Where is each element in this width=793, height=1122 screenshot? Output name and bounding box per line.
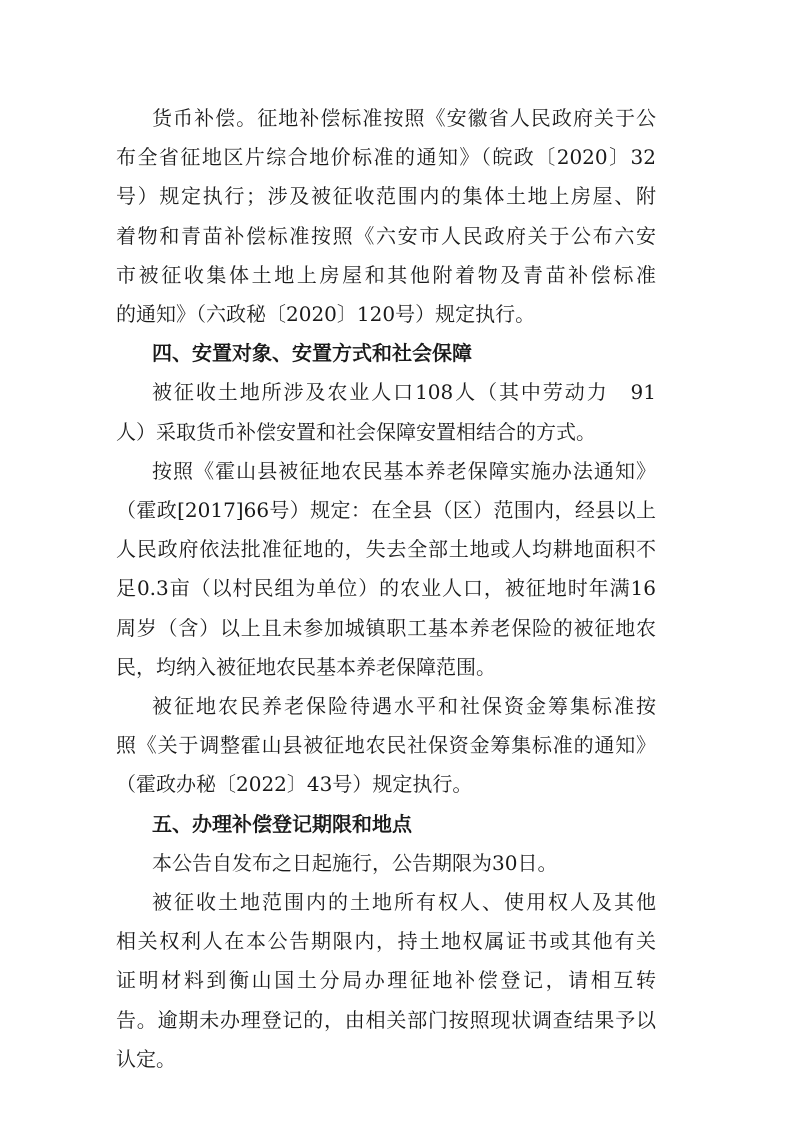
text-line: 的通知》（六政秘〔2020〕120号）规定执行。: [116, 302, 536, 326]
text-line: 被征收土地范围内的土地所有权人、使用权人及其他: [152, 890, 656, 914]
text-line: 认定。: [116, 1047, 176, 1071]
text-line: 着物和青苗补偿标准按照《六安市人民政府关于公布六安: [116, 224, 656, 248]
text-line: （霍政[2017]66号）规定：在全县（区）范围内，经县以上: [116, 498, 656, 522]
text-line: 布全省征地区片综合地价标准的通知》（皖政〔2020〕32: [116, 145, 656, 169]
text-line: 货币补偿。征地补偿标准按照《安徽省人民政府关于公: [152, 106, 656, 130]
text-line: 本公告自发布之日起施行，公告期限为30日。: [152, 851, 558, 875]
section-heading: 五、办理补偿登记期限和地点: [152, 812, 412, 836]
text-line: 相关权利人在本公告期限内，持土地权属证书或其他有关: [116, 929, 656, 953]
text-line: 人）采取货币补偿安置和社会保障安置相结合的方式。: [116, 420, 596, 444]
text-line: 民，均纳入被征地农民基本养老保障范围。: [116, 655, 496, 679]
text-line: 周岁（含）以上且未参加城镇职工基本养老保险的被征地农: [116, 616, 656, 640]
text-line: 被征地农民养老保险待遇水平和社保资金筹集标准按: [152, 694, 656, 718]
text-line: 被征收土地所涉及农业人口108人（其中劳动力 91: [152, 380, 656, 404]
text-line: 人民政府依法批准征地的，失去全部土地或人均耕地面积不: [116, 537, 656, 561]
text-line: 按照《霍山县被征地农民基本养老保障实施办法通知》: [152, 459, 656, 483]
section-heading: 四、安置对象、安置方式和社会保障: [152, 341, 472, 365]
text-line: 告。逾期未办理登记的，由相关部门按照现状调查结果予以: [116, 1008, 656, 1032]
text-line: 市被征收集体土地上房屋和其他附着物及青苗补偿标准: [116, 263, 656, 287]
text-line: 照《关于调整霍山县被征地农民社保资金筹集标准的通知》: [116, 733, 656, 757]
text-line: 号）规定执行；涉及被征收范围内的集体土地上房屋、附: [116, 184, 656, 208]
text-line: （霍政办秘〔2022〕43号）规定执行。: [116, 772, 473, 796]
text-line: 足0.3亩（以村民组为单位）的农业人口，被征地时年满16: [116, 576, 656, 600]
text-line: 证明材料到衡山国土分局办理征地补偿登记，请相互转: [116, 968, 656, 992]
